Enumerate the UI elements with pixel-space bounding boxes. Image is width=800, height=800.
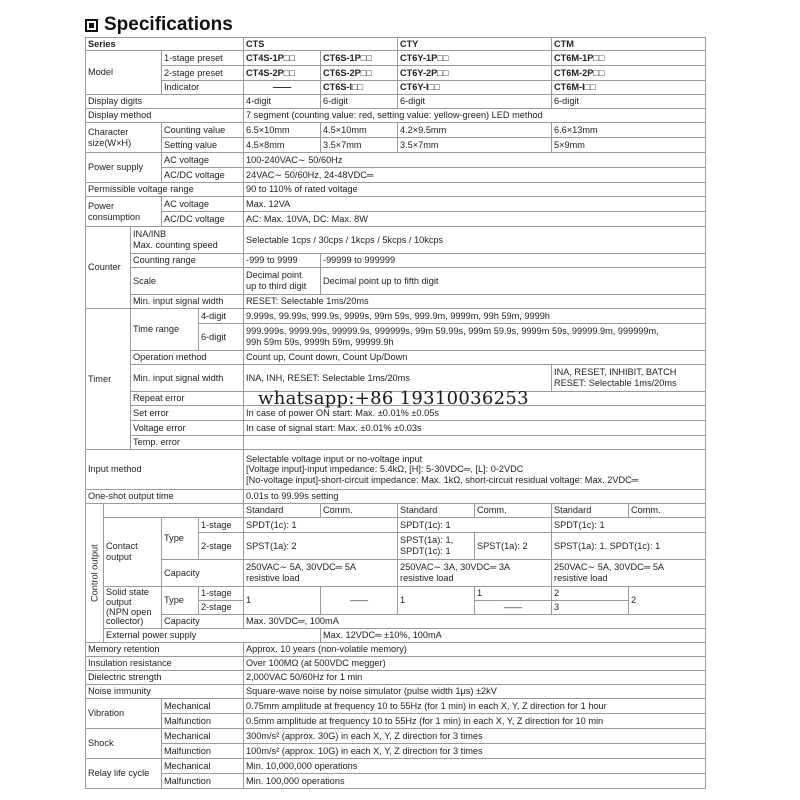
model-indicator-c: CT6Y-I□□ [398,81,552,95]
model-indicator-label: Indicator [162,81,244,95]
ext-power-value: Max. 12VDC═ ±10%, 100mA [321,629,706,643]
timer-min-signal-ctm2: RESET: Selectable 1ms/20ms [554,378,677,388]
row-solid-capacity [86,615,706,629]
display-digits-label: Display digits [86,95,244,109]
relay-malf-label: Malfunction [162,774,244,789]
vibration-malf-value: 0.5mm amplitude at frequency 10 to 55Hz (for 1 min) in each X, Y, Z direction for 10 min [244,714,706,729]
contact-capacity-label: Capacity [162,560,244,587]
counter-scale-a [244,268,321,295]
model-2stage-d: CT6M-2P□□ [552,66,706,81]
counter-max-speed-text: Max. counting speed [133,240,218,250]
model-1stage-a: CT4S-1P□□ [244,51,321,66]
row-power-consumption-acdc [86,212,706,227]
relay-mech-value: Min. 10,000,000 operations [244,759,706,774]
contact-capacity-c2: resistive load [400,573,454,583]
contact-capacity-c1: 250VAC∼ 3A, 30VDC═ 3A [400,562,511,573]
contact-2stage-d: SPST(1a): 2 [475,533,552,560]
input-method-line2: [Voltage input]-input impedance: 5.4kΩ, [H]: 5-30VDC═, [L]: 0-2VDC [246,464,524,475]
contact-1stage-c: SPDT(1c): 1 [398,518,552,533]
relay-life-label: Relay life cycle [86,759,162,789]
model-1stage-b: CT6S-1P□□ [321,51,398,66]
row-power-consumption-ac [86,197,706,212]
solid-state-label1: Solid state [106,587,149,598]
control-standard-c: Standard [552,504,629,518]
timer-6digit-line1: 999.999s, 9999.99s, 99999.9s, 999999s, 99m 59.99s, 999m 59.9s, 9999m 59s, 99999.9m, 999999m, [246,326,659,337]
model-2stage-a: CT4S-2P□□ [244,66,321,81]
solid-state-label [104,587,162,629]
contact-type-label: Type [162,518,199,560]
timer-voltage-label: Voltage error [131,421,244,436]
display-digits-d: 6-digit [552,95,706,109]
row-oneshot [86,490,706,504]
solid-1stage-c: 1 [398,587,475,615]
row-relay-malf [86,774,706,789]
solid-1stage-label: 1-stage [199,587,244,601]
power-consumption-ac-label: AC voltage [162,197,244,212]
contact-capacity-a [244,560,398,587]
ext-power-label: External power supply [104,629,321,643]
row-contact-capacity [86,560,706,587]
contact-capacity-e [552,560,706,587]
row-timer-temp [86,436,706,450]
contact-1stage-e: SPDT(1c): 1 [552,518,706,533]
solid-type-label: Type [162,587,199,615]
display-digits-a: 4-digit [244,95,321,109]
char-size-counting-d: 6.6×13mm [552,123,706,138]
row-timer-operation [86,351,706,365]
perm-voltage-label: Permissible voltage range [86,183,244,197]
model-1stage-d: CT6M-1P□□ [552,51,706,66]
perm-voltage-value: 90 to 110% of rated voltage [244,183,706,197]
row-solid-1stage [86,587,706,601]
row-shock-malf [86,744,706,759]
counter-range-label: Counting range [131,254,244,268]
model-indicator-d: CT6M-I□□ [552,81,706,95]
power-consumption-acdc-value: AC: Max. 10VA, DC: Max. 8W [244,212,706,227]
model-2stage-c: CT6Y-2P□□ [398,66,552,81]
row-perm-voltage [86,183,706,197]
contact-capacity-e2: resistive load [554,573,608,583]
contact-1stage-a: SPDT(1c): 1 [244,518,398,533]
contact-capacity-e1: 250VAC∼ 5A, 30VDC═ 5A [554,562,665,573]
counter-min-signal-label: Min. input signal width [131,295,244,309]
contact-2stage-e: SPST(1a): 1, SPDT(1c): 1 [552,533,706,560]
vibration-mech-value: 0.75mm amplitude at frequency 10 to 55Hz (for 1 min) in each X, Y, Z direction for 1 hour [244,699,706,714]
row-timer-voltage [86,421,706,436]
dielectric-value: 2,000VAC 50/60Hz for 1 min [244,671,706,685]
row-series [86,38,706,51]
char-size-setting-d: 5×9mm [552,138,706,153]
model-1stage-c: CT6Y-1P□□ [398,51,552,66]
counter-max-speed-label [131,227,244,254]
power-supply-ac-label: AC voltage [162,153,244,168]
contact-2stage-c1: SPST(1a): 1, [400,535,454,546]
row-input-method [86,450,706,490]
noise-value: Square-wave noise by noise simulator (pulse width 1μs) ±2kV [244,685,706,699]
timer-6digit-value [244,324,706,351]
power-consumption-label: Power consumption [86,197,162,227]
timer-min-signal-label: Min. input signal width [131,365,244,392]
contact-capacity-a1: 250VAC∼ 5A, 30VDC═ 5A [246,562,357,573]
row-power-supply-acdc [86,168,706,183]
input-method-line3: [No-voltage input]-short-circuit impedance: Max. 1kΩ, short-circuit residual voltage: Max. 2VDC═ [246,474,639,485]
shock-malf-value: 100m/s² (approx. 10G) in each X, Y, Z direction for 3 times [244,744,706,759]
row-noise [86,685,706,699]
timer-set-label: Set error [131,406,244,421]
input-method-label: Input method [86,450,244,490]
relay-mech-label: Mechanical [162,759,244,774]
timer-min-signal-ctm [552,365,706,392]
timer-voltage-value: In case of signal start: Max. ±0.01% ±0.03s [244,421,706,436]
counter-scale-label: Scale [131,268,244,295]
row-char-size-setting [86,138,706,153]
contact-2stage-c2: SPDT(1c): 1 [400,546,451,556]
row-insulation [86,657,706,671]
row-ext-power [86,629,706,643]
row-timer-4digit [86,309,706,324]
counter-scale-a2: up to third digit [246,281,307,291]
oneshot-label: One-shot output time [86,490,244,504]
contact-2stage-a: SPST(1a): 2 [244,533,398,560]
counter-range-a: -999 to 9999 [244,254,321,268]
page-title [85,12,233,38]
page-title-text: Specifications [104,14,233,35]
counter-label: Counter [86,227,131,309]
counter-min-signal-value: RESET: Selectable 1ms/20ms [244,295,706,309]
power-supply-label: Power supply [86,153,162,183]
solid-1stage-a: 1 [244,587,321,615]
timer-min-signal-value: INA, INH, RESET: Selectable 1ms/20ms [244,365,552,392]
insulation-value: Over 100MΩ (at 500VDC megger) [244,657,706,671]
control-output-label: Control output [86,504,104,643]
display-method-label: Display method [86,109,244,123]
contact-capacity-a2: resistive load [246,573,300,583]
power-supply-acdc-value: 24VAC∼ 50/60Hz, 24-48VDC═ [244,168,706,183]
counter-max-speed-value: Selectable 1cps / 30cps / 1kcps / 5kcps / 10kcps [244,227,706,254]
series-ctm: CTM [552,38,706,51]
solid-capacity-label: Capacity [162,615,244,629]
solid-state-label3: (NPN open [106,606,152,617]
input-method-line1: Selectable voltage input or no-voltage input [246,453,423,464]
power-consumption-acdc-label: AC/DC voltage [162,212,244,227]
model-2stage-b: CT6S-2P□□ [321,66,398,81]
row-counter-range [86,254,706,268]
row-vibration-mech [86,699,706,714]
counter-range-b: -99999 to 999999 [321,254,706,268]
control-comm-b: Comm. [475,504,552,518]
display-digits-b: 6-digit [321,95,398,109]
counter-scale-a1: Decimal point [246,270,302,281]
watermark-text: whatsapp:+86 19310036253 [258,388,529,409]
solid-2stage-b: —— [321,587,398,615]
control-comm-c: Comm. [629,504,706,518]
timer-operation-value: Count up, Count down, Count Up/Down [244,351,706,365]
contact-2stage-label: 2-stage [199,533,244,560]
char-size-counting-b: 4.5×10mm [321,123,398,138]
row-display-digits [86,95,706,109]
row-vibration-malf [86,714,706,729]
timer-6digit-label: 6-digit [199,324,244,351]
contact-capacity-c [398,560,552,587]
model-1stage-label: 1-stage preset [162,51,244,66]
control-comm-a: Comm. [321,504,398,518]
char-size-setting-label: Setting value [162,138,244,153]
series-label: Series [86,38,244,51]
timer-operation-label: Operation method [131,351,244,365]
control-standard-a: Standard [244,504,321,518]
char-size-label: Character size(W×H) [86,123,162,153]
shock-mech-label: Mechanical [162,729,244,744]
timer-temp-label: Temp. error [131,436,244,450]
shock-malf-label: Malfunction [162,744,244,759]
power-consumption-ac-value: Max. 12VA [244,197,706,212]
solid-state-label4: collector) [106,616,144,627]
insulation-label: Insulation resistance [86,657,244,671]
timer-repeat-label: Repeat error [131,392,244,406]
display-digits-c: 6-digit [398,95,552,109]
series-cty: CTY [398,38,552,51]
row-control-header [86,504,706,518]
solid-capacity-value: Max. 30VDC═, 100mA [244,615,706,629]
timer-4digit-label: 4-digit [199,309,244,324]
contact-2stage-c [398,533,475,560]
solid-2stage-label: 2-stage [199,601,244,615]
relay-malf-value: Min. 100,000 operations [244,774,706,789]
vibration-mech-label: Mechanical [162,699,244,714]
specifications-table [85,37,706,789]
contact-1stage-label: 1-stage [199,518,244,533]
char-size-setting-c: 3.5×7mm [398,138,552,153]
char-size-setting-b: 3.5×7mm [321,138,398,153]
series-cts: CTS [244,38,398,51]
row-relay-mech [86,759,706,774]
char-size-counting-c: 4.2×9.5mm [398,123,552,138]
char-size-counting-label: Counting value [162,123,244,138]
control-standard-b: Standard [398,504,475,518]
row-memory [86,643,706,657]
contact-output-label: Contact output [104,518,162,587]
counter-ina-inb: INA/INB [133,229,167,240]
shock-label: Shock [86,729,162,759]
row-model-indicator [86,81,706,95]
row-counter-min-signal [86,295,706,309]
solid-2stage-d: —— [475,601,552,615]
oneshot-value: 0.01s to 99.99s setting [244,490,706,504]
vibration-malf-label: Malfunction [162,714,244,729]
timer-set-value: In case of power ON start: Max. ±0.01% ±0.05s [244,406,706,421]
counter-scale-b: Decimal point up to fifth digit [321,268,706,295]
noise-label: Noise immunity [86,685,244,699]
shock-mech-value: 300m/s² (approx. 30G) in each X, Y, Z direction for 3 times [244,729,706,744]
solid-1stage-f: 2 [629,587,706,615]
vibration-label: Vibration [86,699,162,729]
row-power-supply-ac [86,153,706,168]
display-method-value: 7 segment (counting value: red, setting value: yellow-green) LED method [244,109,706,123]
timer-min-signal-ctm1: INA, RESET, INHIBIT, BATCH [554,367,677,378]
timer-label: Timer [86,309,131,450]
row-shock-mech [86,729,706,744]
input-method-value [244,450,706,490]
timer-4digit-value: 9.999s, 99.99s, 999.9s, 9999s, 99m 59s, 999.9m, 9999m, 99h 59m, 9999h [244,309,706,324]
row-contact-1stage [86,518,706,533]
model-indicator-b: CT6S-I□□ [321,81,398,95]
char-size-counting-a: 6.5×10mm [244,123,321,138]
model-label: Model [86,51,162,95]
char-size-setting-a: 4.5×8mm [244,138,321,153]
model-2stage-label: 2-stage preset [162,66,244,81]
row-counter-scale [86,268,706,295]
row-model-2stage [86,66,706,81]
square-bullet-icon [85,19,98,32]
row-dielectric [86,671,706,685]
control-header-blank [104,504,244,518]
solid-1stage-d: 1 [475,587,552,601]
solid-state-label2: output [106,596,132,607]
row-counter-max-speed [86,227,706,254]
model-indicator-a: —— [244,81,321,95]
row-model-1stage [86,51,706,66]
solid-2stage-e: 3 [552,601,629,615]
memory-value: Approx. 10 years (non-volatile memory) [244,643,706,657]
dielectric-label: Dielectric strength [86,671,244,685]
memory-label: Memory retention [86,643,244,657]
timer-range-label: Time range [131,309,199,351]
solid-1stage-e: 2 [552,587,629,601]
row-char-size-counting [86,123,706,138]
power-supply-ac-value: 100-240VAC∼ 50/60Hz [244,153,706,168]
row-display-method [86,109,706,123]
timer-6digit-line2: 99h 59m 59s, 9999h 59m, 99999.9h [246,337,394,347]
power-supply-acdc-label: AC/DC voltage [162,168,244,183]
timer-temp-value [244,436,706,450]
